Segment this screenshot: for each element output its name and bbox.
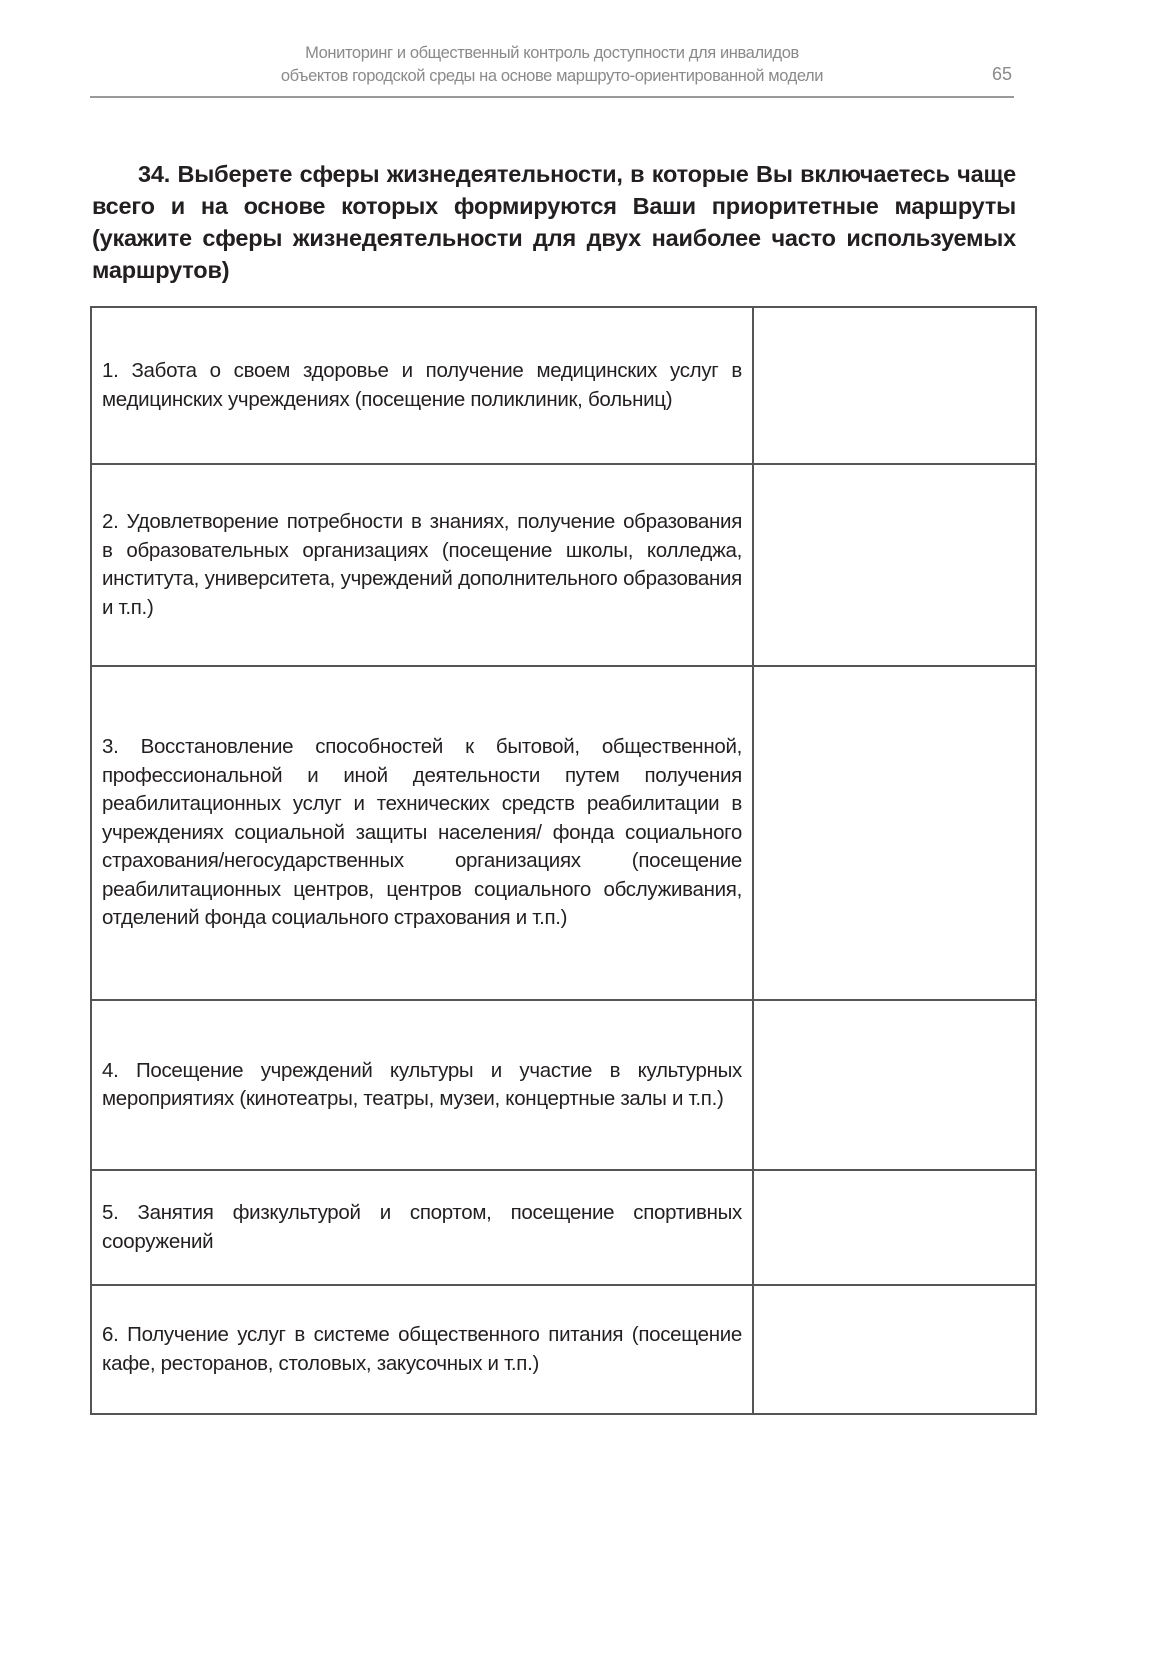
answer-cell-3[interactable] bbox=[753, 666, 1036, 1000]
option-cell-2: 2. Удовлетворение потребности в знаниях, получение образования в образовательных организациях (посещение школы, колледжа, института, университета, учреждений дополнительного образования и т.п.) bbox=[91, 464, 753, 666]
question-heading bbox=[92, 158, 1016, 286]
table-row bbox=[91, 1285, 1036, 1414]
question-text: Выберете сферы жизнедеятельности, в которые Вы включаетесь чаще всего и на основе которых формируются Ваши приоритетные маршруты (укажите сферы жизнедеятельности для двух наиболее часто используемых маршрутов) bbox=[92, 161, 1016, 283]
table-row bbox=[91, 307, 1036, 464]
table-row bbox=[91, 1000, 1036, 1170]
table-row bbox=[91, 666, 1036, 1000]
table-row bbox=[91, 464, 1036, 666]
option-cell-5: 5. Занятия физкультурой и спортом, посещение спортивных сооружений bbox=[91, 1170, 753, 1285]
option-cell-3: 3. Восстановление способностей к бытовой, общественной, профессиональной и иной деятельности путем получения реабилитационных услуг и технических средств реабилитации в учреждениях социальной защиты населения/ фонда социального страхования/негосударственных организациях (посещение реабилитационных центров, центров социального обслуживания, отделений фонда социального страхования и т.п.) bbox=[91, 666, 753, 1000]
option-cell-4: 4. Посещение учреждений культуры и участие в культурных мероприятиях (кинотеатры, театры, музеи, концертные залы и т.п.) bbox=[91, 1000, 753, 1170]
answer-cell-1[interactable] bbox=[753, 307, 1036, 464]
option-cell-6: 6. Получение услуг в системе общественного питания (посещение кафе, ресторанов, столовых, закусочных и т.п.) bbox=[91, 1285, 753, 1414]
header-title-line-2: объектов городской среды на основе маршруто-ориентированной модели bbox=[280, 67, 824, 85]
header-title-line-1: Мониторинг и общественный контроль доступности для инвалидов bbox=[305, 44, 799, 62]
answer-cell-4[interactable] bbox=[753, 1000, 1036, 1170]
page-number: 65 bbox=[991, 64, 1012, 84]
running-header bbox=[90, 40, 1014, 98]
answer-cell-2[interactable] bbox=[753, 464, 1036, 666]
answer-cell-5[interactable] bbox=[753, 1170, 1036, 1285]
question-number: 34. bbox=[138, 161, 171, 187]
option-cell-1: 1. Забота о своем здоровье и получение медицинских услуг в медицинских учреждениях (посещение поликлиник, больниц) bbox=[91, 307, 753, 464]
table-row bbox=[91, 1170, 1036, 1285]
life-spheres-table bbox=[90, 306, 1037, 1415]
answer-cell-6[interactable] bbox=[753, 1285, 1036, 1414]
header-title bbox=[90, 42, 1014, 88]
